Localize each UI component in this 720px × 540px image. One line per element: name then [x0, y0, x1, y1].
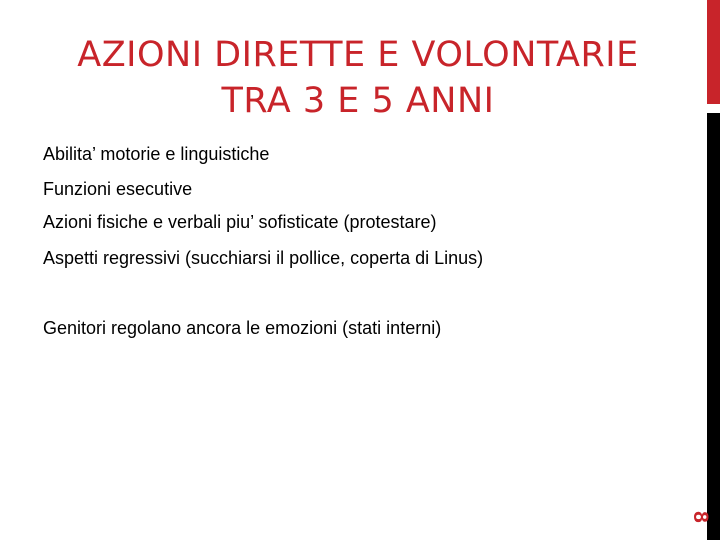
- slide-title-line-2: TRA 3 E 5 ANNI: [221, 81, 495, 121]
- body-line-physical-verbal-actions: Azioni fisiche e verbali piu’ sofisticate (protestare): [43, 212, 437, 232]
- accent-bar-black: [707, 113, 720, 540]
- slide-title: [20, 32, 696, 124]
- slide-title-line-1: AZIONI DIRETTE E VOLONTARIE: [77, 35, 639, 75]
- page-number: 8: [689, 511, 712, 523]
- body-line-motor-language: Abilita’ motorie e linguistiche: [43, 144, 270, 164]
- body-line-parents-regulate-emotions: Genitori regolano ancora le emozioni (stati interni): [43, 318, 442, 338]
- body-line-executive-functions: Funzioni esecutive: [43, 179, 193, 199]
- body-line-regressive-aspects: Aspetti regressivi (succhiarsi il pollice, coperta di Linus): [43, 248, 484, 268]
- accent-bar-red: [707, 0, 720, 104]
